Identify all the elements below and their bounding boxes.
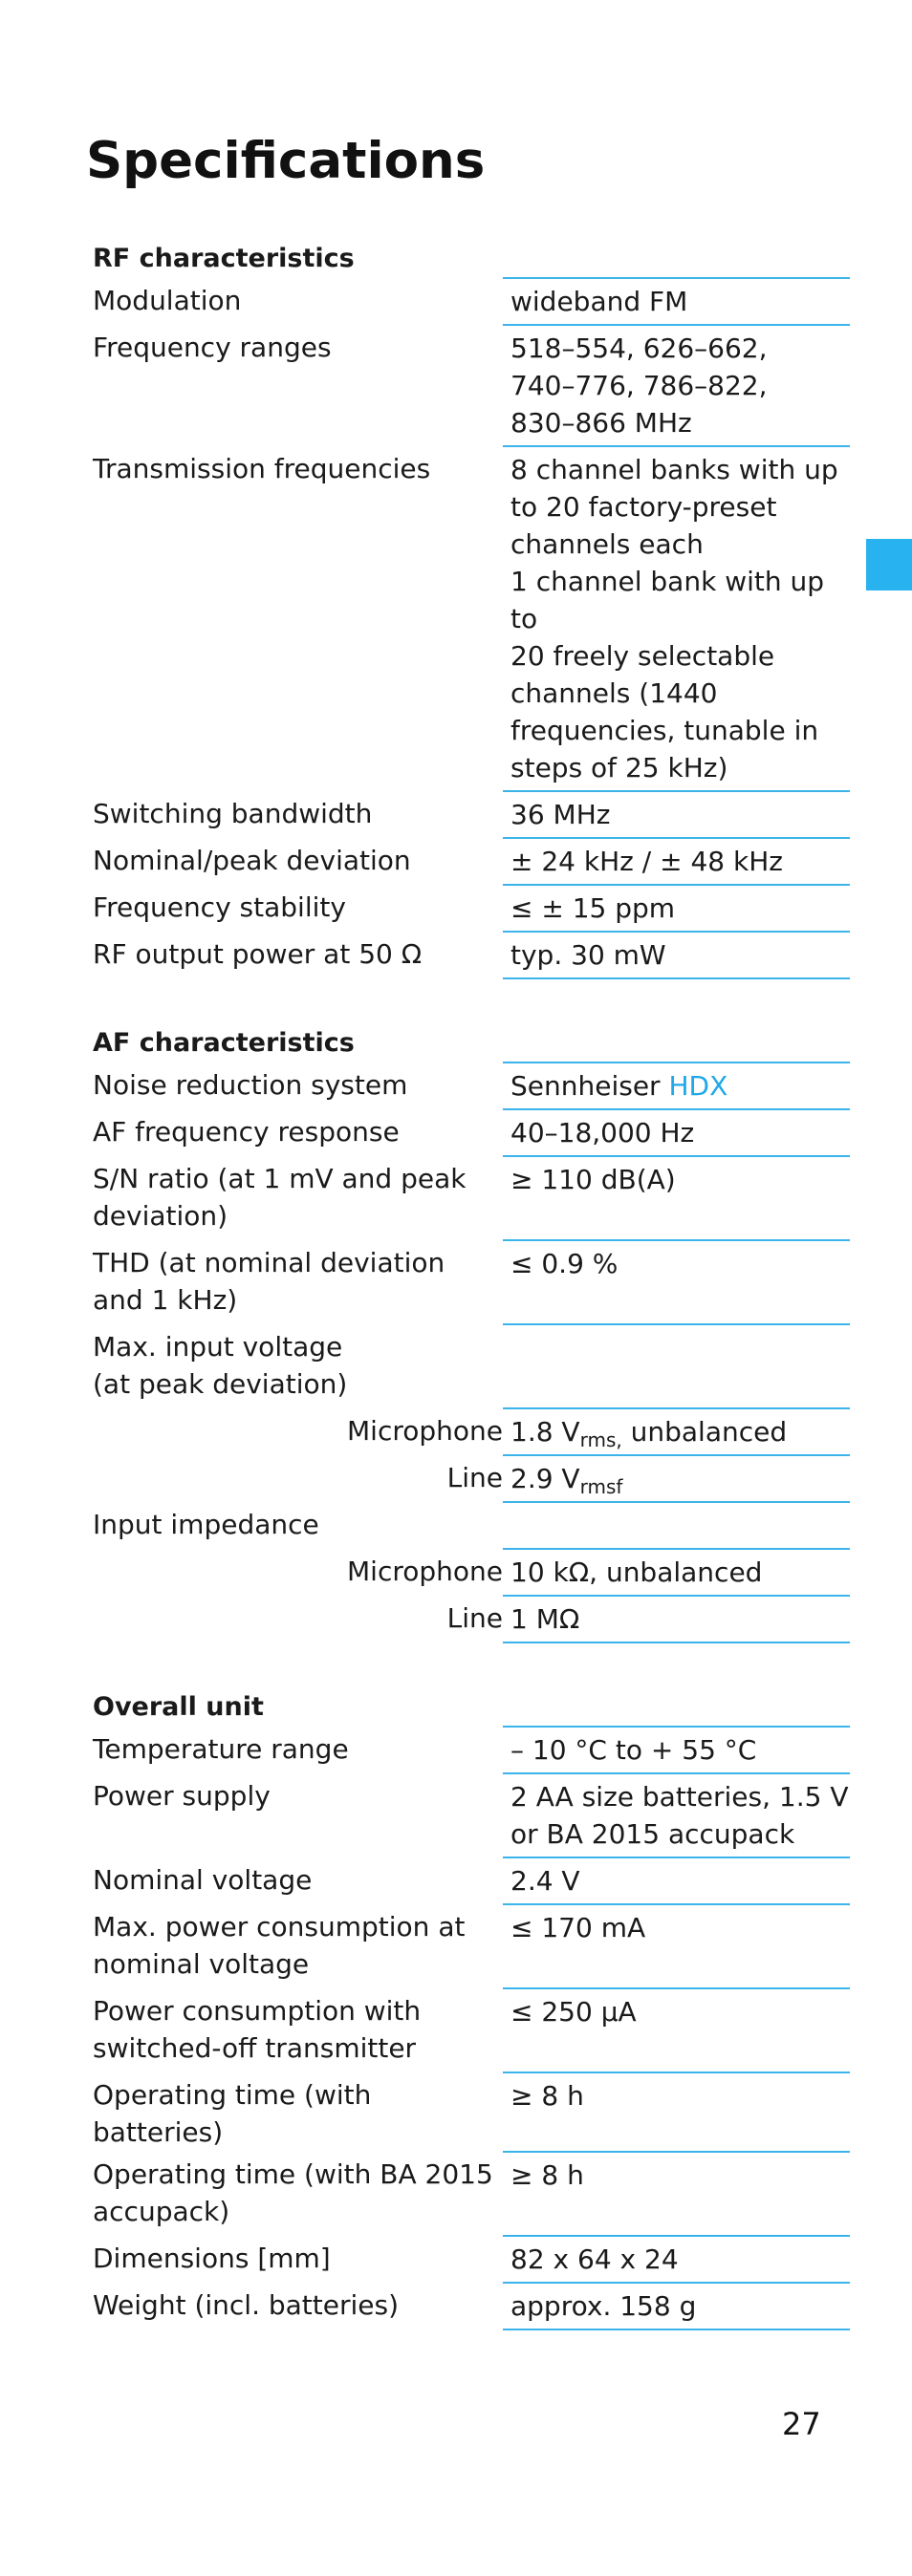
spec-value-line: 8 channel banks with up [510,454,838,485]
spec-row-operating-time-accupack [93,2151,850,2235]
spec-label-line: Max. input voltage [93,1331,343,1363]
spec-label: Input impedance [93,1509,319,1540]
spec-row-input-impedance [93,1501,850,1548]
spec-value-line: 518–554, 626–662, [510,333,768,364]
spec-value-line: or BA 2015 accupack [510,1818,795,1850]
spec-label: Dimensions [mm] [93,2243,331,2274]
spec-sublabel [93,1454,503,1501]
spec-label: Weight (incl. batteries) [93,2289,400,2321]
spec-row-modulation [93,277,850,324]
page-title: Specifications [86,132,486,190]
spec-label: Switching bandwidth [93,798,373,829]
spec-label: Transmission frequencies [93,453,431,484]
spec-sublabel [93,1548,503,1595]
spec-value: ≥ 110 dB(A) [503,1155,850,1239]
spec-label: Frequency stability [93,891,346,923]
spec-value: 40–18,000 Hz [503,1108,850,1155]
spec-value-text: 1.8 V [510,1416,580,1448]
spec-value: ≤ 170 mA [503,1903,850,1987]
spec-label [93,2151,503,2235]
spec-value-line: 20 freely selectable [510,640,775,672]
page-number: 27 [782,2406,821,2442]
spec-label-line: THD (at nominal deviation [93,1247,445,1278]
spec-value-line: 1 channel bank with up to [510,566,825,634]
section-heading-rf: RF characteristics [93,244,355,273]
spec-label: Power supply [93,1780,271,1812]
spec-value-line: to 20 factory-preset [510,491,777,523]
spec-value-line: steps of 25 kHz) [510,752,728,784]
spec-value [503,324,850,445]
spec-value-line: channels (1440 [510,677,718,709]
spec-value-text: unbalanced [621,1416,788,1448]
spec-label-line: Max. power consumption at [93,1911,466,1943]
spec-value-line: channels each [510,528,704,560]
specifications-table [93,241,850,2330]
subscript-text: rms, [579,1428,622,1451]
spec-value: approx. 158 g [503,2282,850,2330]
spec-value-line: 2 AA size batteries, 1.5 V [510,1781,849,1813]
spec-label: Nominal voltage [93,1864,313,1896]
spec-label-line: nominal voltage [93,1948,310,1980]
spec-label-line: deviation) [93,1200,228,1232]
spec-sublabel [93,1407,503,1454]
spec-value: ± 24 kHz / ± 48 kHz [503,837,850,884]
spec-label: RF output power at 50 Ω [93,938,423,970]
spec-value [503,1062,850,1108]
spec-value-empty [503,1323,850,1407]
spec-label-line: Power consumption with [93,1995,422,2027]
spec-row-max-power-consumption [93,1903,850,1987]
subscript-text: rmsf [579,1475,623,1498]
spec-row-dimensions [93,2235,850,2282]
spec-sublabel-text: Microphone [347,1556,503,1587]
spec-label: Nominal/peak deviation [93,845,411,876]
spec-sublabel-text: Line [446,1602,503,1634]
spec-label-line: Operating time (with BA 2015 [93,2158,493,2190]
spec-value [503,1407,850,1454]
spec-value [503,1454,850,1501]
spec-label [93,1239,503,1323]
spec-label [93,1155,503,1239]
section-heading-overall: Overall unit [93,1692,264,1722]
spec-label: Frequency ranges [93,332,332,363]
spec-label-line: (at peak deviation) [93,1368,348,1400]
spec-label: Temperature range [93,1733,349,1765]
spec-value-text: 2.9 V [510,1463,580,1494]
spec-value: 2.4 V [503,1857,850,1903]
section-heading-af: AF characteristics [93,1028,355,1058]
spec-value: ≥ 8 h [503,2151,850,2235]
spec-label [93,1903,503,1987]
spec-row-impedance-microphone [93,1548,850,1595]
spec-row-max-input-microphone [93,1407,850,1454]
spec-row-sn-ratio [93,1155,850,1239]
spec-label [93,1987,503,2072]
spec-row-af-frequency-response [93,1108,850,1155]
spec-row-temperature [93,1726,850,1772]
spec-label: Noise reduction system [93,1069,408,1101]
spec-value: ≥ 8 h [503,2072,850,2151]
spec-label [93,1323,503,1407]
spec-value-line: 830–866 MHz [510,407,692,439]
spec-value-line: frequencies, tunable in [510,715,819,746]
spec-value: 82 x 64 x 24 [503,2235,850,2282]
spec-value: wideband FM [503,277,850,324]
spec-row-operating-time-batteries [93,2072,850,2151]
spec-label: Operating time (with batteries) [93,2079,372,2148]
spec-value: 10 kΩ, unbalanced [503,1548,850,1595]
spec-label-line: accupack) [93,2196,230,2227]
chapter-tab-marker [866,539,912,590]
spec-row-impedance-line [93,1595,850,1643]
spec-row-max-input-voltage [93,1323,850,1407]
spec-sublabel-text: Line [446,1462,503,1493]
spec-row-weight [93,2282,850,2330]
spec-value: 1 MΩ [503,1595,850,1643]
spec-row-noise-reduction [93,1062,850,1108]
spec-value: ≤ ± 15 ppm [503,884,850,931]
spec-label: Modulation [93,285,242,316]
spec-row-transmission-frequencies [93,445,850,790]
spec-row-switching-bandwidth [93,790,850,837]
spec-sublabel [93,1595,503,1643]
spec-row-power-supply [93,1772,850,1857]
spec-row-rf-output-power [93,931,850,979]
spec-label-line: switched-off transmitter [93,2032,417,2064]
spec-value: – 10 °C to + 55 °C [503,1726,850,1772]
spec-value: typ. 30 mW [503,931,850,979]
spec-sublabel-text: Microphone [347,1415,503,1447]
hdx-brand-text: HDX [668,1070,728,1102]
spec-row-frequency-ranges [93,324,850,445]
spec-row-thd [93,1239,850,1323]
spec-label: AF frequency response [93,1116,400,1148]
spec-value: ≤ 0.9 % [503,1239,850,1323]
spec-row-off-power-consumption [93,1987,850,2072]
spec-value [503,1772,850,1857]
spec-value [503,445,850,790]
spec-value: 36 MHz [503,790,850,837]
spec-row-max-input-line [93,1454,850,1501]
spec-label-line: and 1 kHz) [93,1284,238,1316]
spec-value-empty [503,1501,850,1548]
spec-row-frequency-stability [93,884,850,931]
spec-row-deviation [93,837,850,884]
spec-value-line: 740–776, 786–822, [510,370,768,401]
spec-value-text: Sennheiser [510,1070,669,1102]
spec-value: ≤ 250 µA [503,1987,850,2072]
spec-row-nominal-voltage [93,1857,850,1903]
spec-label-line: S/N ratio (at 1 mV and peak [93,1163,467,1194]
